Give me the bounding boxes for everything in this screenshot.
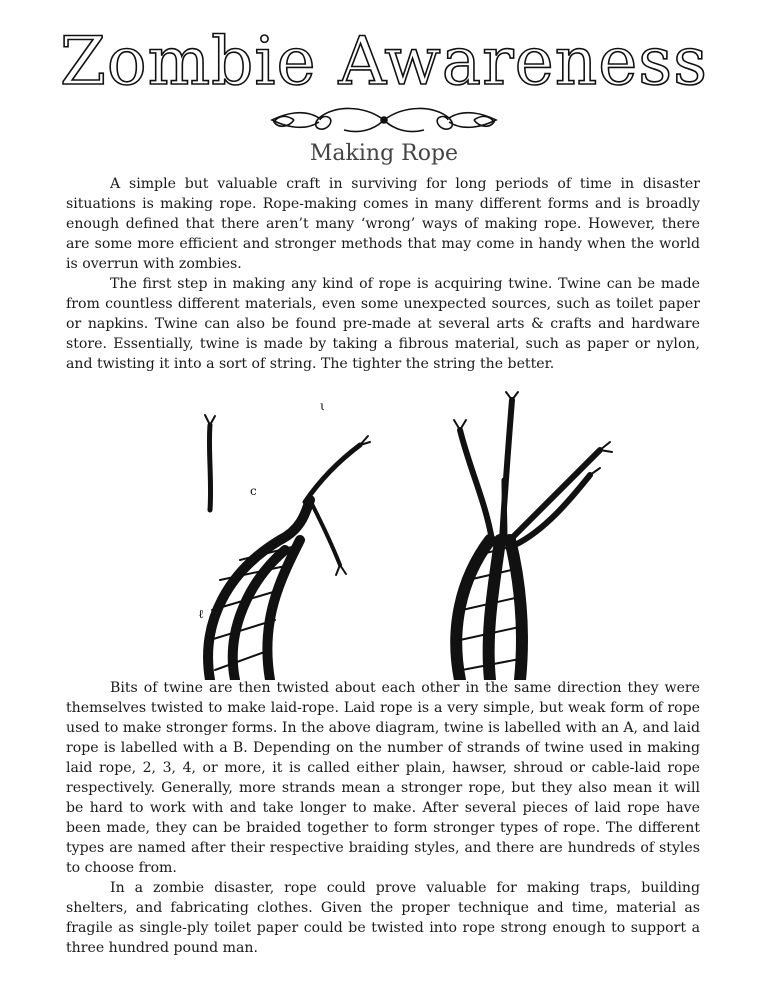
paragraph: Bits of twine are then twisted about each other in the same direction they were themselves twisted to make laid-rope. Laid rope is a very simple, but weak form of rope used to make stronger forms. In the above diagram, twine is labelled with an A, and laid rope is labelled with a B. Depending on the number of strands of twine used in making laid rope, 2, 3, 4, or more, it is called either plain, hawser, shroud or cable-laid rope respectively. Generally, more strands mean a stronger rope, but they also mean it will be hard to work with and take longer to make. After several pieces of laid rope have been made, they can be braided together to form stronger types of rope. The different types are named after their respective braiding styles, and there are hundreds of styles to choose from. <box>66 680 700 876</box>
illustration-label-top: ι <box>320 399 325 413</box>
illustration-label-left: c <box>250 484 257 498</box>
ornamental-flourish-icon <box>264 100 504 140</box>
rope-illustration <box>100 390 660 680</box>
paragraph: The first step in making any kind of rope is acquiring twine. Twine can be made from countless different materials, even some unexpected sources, such as toilet paper or napkins. Twine can also be found pre-made at several arts & crafts and hardware store. Essentially, twine is made by taking a fibrous material, such as paper or nylon, and twisting it into a sort of string. The tighter the string the better. <box>66 276 700 372</box>
intro-text-block <box>66 174 700 374</box>
laid-rope-drawing-b <box>454 392 612 680</box>
laid-rope-drawing-a <box>205 415 370 680</box>
paragraph: In a zombie disaster, rope could prove valuable for making traps, building shelters, and fabricating clothes. Given the proper technique and time, material as fragile as single-ply toilet paper could be twisted into rope strong enough to support a three hundred pound man. <box>66 880 700 956</box>
page-title: Zombie Awareness <box>59 23 709 100</box>
illustration-label-right: ℓ <box>198 607 204 621</box>
section-subtitle: Making Rope <box>309 141 459 166</box>
paragraph: A simple but valuable craft in surviving for long periods of time in disaster situations is making rope. Rope-making comes in many different forms and is broadly enough defined that there aren’t many ‘wrong’ ways of making rope. However, there are some more efficient and stronger methods that may come in handy when the world is overrun with zombies. <box>66 176 700 272</box>
closing-text-block <box>66 678 700 958</box>
